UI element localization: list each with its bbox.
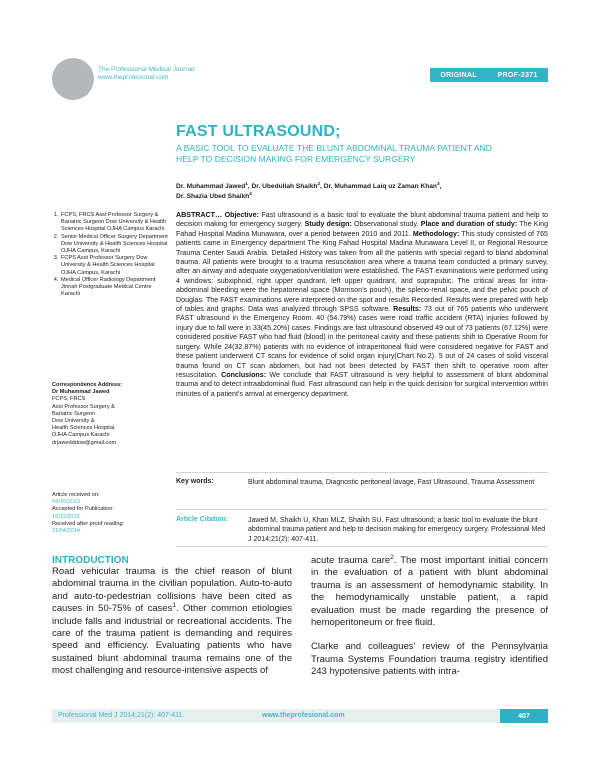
- footer-url[interactable]: www.theprofesional.com: [262, 712, 345, 719]
- badge-code: PROF-2371: [497, 71, 538, 79]
- abstract-method: This study consisted of 765 patients came in Emergency department The King Fahad Hospital Madina Munawara Level II, or Regional Resource Trauma Center Saudi Arabia. Detailed History was taken from all the patients with special regard to bland abdominal trauma. All patients were brought to a trauma resuscitation area where a trauma team conducted a primary survey, after an airway and adequate oxygenation/ventilation were established. The FAST examinations were performed using 4 windows: subxiphoid, right upper quadrant, left upper quadrant, and suprapubic. The critical areas for intra-abdominal bleeding were the hepatorenal space (Morrison’s pouch), the spleno-renal space, and the pelvic pouch of Douglas. The FAST examinations were interpreted on the spot and results Recorded. Results were prepared with help of tables and graphs. Data was analyzed through SPSS software.: [176, 229, 548, 314]
- abstract-conclusions-label: Conclusions:: [217, 370, 267, 379]
- received-label: Article received on:: [52, 492, 100, 498]
- abstract: [176, 211, 548, 399]
- body-column-left: [52, 566, 292, 678]
- keywords-text: Blunt abdominal trauma, Diagnostic peritoneal lavage, Fast Ultrasound, Trauma Assessment: [248, 479, 535, 486]
- abstract-design: Observational study.: [351, 220, 419, 229]
- author-2-sup: 2: [317, 180, 321, 186]
- proof-label: Received after proof reading:: [52, 520, 125, 527]
- correspondence-line: OJHA Campus Karachi: [52, 432, 110, 439]
- affiliation-item: 1. FCPS, FRCS Asst Professor Surgery & Bariatric Surgeon Dow University & Health Sciences Hospital OJHA Campus Karachi: [60, 212, 170, 234]
- footer-citation: Professional Med J 2014;21(2): 407-411.: [58, 712, 185, 719]
- correspondence-name: Dr Muhammad Jawed: [52, 389, 110, 396]
- accepted-date: 16/11/2013: [52, 513, 80, 520]
- intro-text: . The most important initial concern in the evaluation of a patient with blunt abdominal trauma is an assessment of hemodynamic stability. In the hemodynamically unstable patient, a rapid evaluation must be made regarding the presence of hemoperitoneum or free fluid.: [311, 555, 548, 629]
- affiliation-item: 4. Medical Officer Radiology Department Jinnah Postgraduate Medical Centre Karachi: [60, 277, 170, 299]
- body-column-right: [311, 555, 548, 691]
- divider: [176, 546, 548, 547]
- proof-date: 21/04/2014: [52, 528, 80, 535]
- intro-paragraph: Clarke and colleagues' review of the Pennsylvania Trauma Systems Foundation trauma registry identified 243 hypotensive patients with intra-: [311, 641, 548, 678]
- affiliation-item: 3. FCPS Asst Professor Surgery Dow University & Health Sciences Hospital OJHA Campus, Karachi: [60, 255, 170, 277]
- intro-text: acute trauma care: [311, 555, 391, 566]
- intro-text: . Other common etiologies include falls and industrial or recreational accidents. The care of the trauma patient is demanding and requires speed and efficiency. Evaluating patients who have sustained blunt abdominal trauma remains one of the most challenging and resource-intensive aspects of: [52, 603, 292, 677]
- author-1-sup: 1: [245, 180, 248, 186]
- correspondence-line: Asst Professor Surgery &: [52, 403, 115, 410]
- intro-text: Road vehicular trauma is the chief reason of blunt abdominal trauma in the civilian population. Auto-to-auto and auto-to-pedestrian collisions have been cited as causes in 50-75% of cases: [52, 566, 292, 615]
- abstract-lead: ABSTRACT… Objective:: [176, 211, 259, 219]
- page-number: 407: [500, 709, 548, 723]
- abstract-place-label: Place and duration of study:: [418, 220, 518, 229]
- author-3-sup: 3: [436, 180, 440, 186]
- intro-paragraph: [311, 555, 548, 629]
- abstract-objective: Fast ultrasound is a basic tool to evaluate the blunt abdominal trauma patient and help to decision making for emergency surgery.: [176, 211, 549, 229]
- divider: [176, 509, 548, 510]
- introduction-heading: INTRODUCTION: [52, 555, 129, 566]
- keywords-label: Key words:: [176, 478, 214, 485]
- abstract-conclusions: We conclude that FAST ultrasound is very helpful to assessment of blunt abdominal trauma and to detect intraabdominal fluid. Fast ultrasound can help in the quick decision for surgical intervention within minutes of a patient’s arrival at emergency department.: [176, 370, 548, 398]
- correspondence-line: FCPS, FRCS: [52, 396, 86, 403]
- author-list: Dr. Muhammad Jawed$^1$, Dr. Ubedullah Shaikh$^2$, Dr. Muhammad Laiq uz Zaman Khan$^3$, Dr. Shazia Ubed Shaikh$^4$: [176, 180, 442, 200]
- journal-header: [98, 66, 194, 82]
- correspondence-line: Bariatric Surgeon: [52, 410, 96, 417]
- correspondence-heading: Correspondence Address:: [52, 382, 123, 388]
- correspondence-line: Dow University &: [52, 418, 95, 425]
- divider: [176, 472, 548, 473]
- accepted-label: Accepted for Publication:: [52, 506, 114, 513]
- author-4: Dr. Shazia Ubed Shaikh: [176, 192, 250, 200]
- author-4-sup: 4: [249, 190, 252, 196]
- abstract-results-label: Results:: [390, 305, 422, 314]
- correspondence-email[interactable]: drjawedddow@gmail.com: [52, 439, 117, 446]
- article-title: FAST ULTRASOUND;: [176, 123, 341, 140]
- correspondence-line: Health Sciences Hospital,: [52, 425, 116, 432]
- author-3: Dr. Muhammad Laiq uz Zaman Khan: [323, 183, 437, 190]
- article-dates: [52, 492, 170, 535]
- article-subtitle: A BASIC TOOL TO EVALUATE THE BLUNT ABDOMINAL TRAUMA PATIENT AND HELP TO DECISION MAKING FOR EMERGENCY SURGERY: [176, 143, 492, 164]
- abstract-results: 73 out of 765 patients who underwent FAST ultrasound in the Emergency Room. 40 (54.79%) cases were road traffic accident (RTA) injuries followed by injury due to fall were in 33(45.20%) cases. Findings are fast ultrasound observed 49 out of 73 patients (67.12%) were considered positive FAST who had fluid (blood) in the peritoneal cavity and these patients shift to Operative Room for surgery. While 24(32.87%) patients with no evidence of intraperitoneal fluid were considered negative for FAST and these patient underwent CT scans for evidence of solid organ injury(Chart No.2). 5 out of 24 cases of solid visceral trauma found on CT scan abdomen, but had not been detected by FAST then shift to operative room after resuscitation.: [176, 305, 549, 379]
- received-date: 04/10/2013: [52, 499, 80, 506]
- affiliation-item: 2. Senior Medical Officer Surgery Department Dow University & Health Sciences Hospital OJHA Campus, Karachi: [60, 234, 170, 256]
- citation-text: Jawed M, Shaikh U, Khan MLZ, Shaikh SU. Fast ultrasound; a basic tool to evaluate the blunt abdominal trauma patient and help to decision making for emergency surgery. Professional Med J 2014;21(2): 407-411.: [248, 517, 546, 543]
- author-2: Dr. Ubedullah Shaikh: [251, 183, 318, 190]
- abstract-design-label: Study design:: [302, 220, 352, 229]
- author-1: Dr. Muhammad Jawed: [176, 183, 246, 190]
- journal-url[interactable]: www.theprofesional.com: [98, 74, 169, 81]
- article-type-badge: [430, 68, 548, 82]
- affiliations: [52, 212, 170, 298]
- abstract-method-label: Methodology:: [410, 229, 460, 238]
- journal-name: The Professional Medical Journal: [98, 66, 195, 73]
- correspondence-block: [52, 382, 170, 447]
- citation-label: Article Citation:: [176, 516, 229, 523]
- citation-sup: 2: [390, 553, 394, 561]
- journal-logo: [52, 58, 94, 100]
- abstract-place: The King Fahad Hospital Madina Munawara, over a period between 2010 and 2011.: [176, 220, 549, 238]
- citation-sup: 1: [172, 602, 177, 610]
- badge-type: ORIGINAL: [440, 71, 477, 79]
